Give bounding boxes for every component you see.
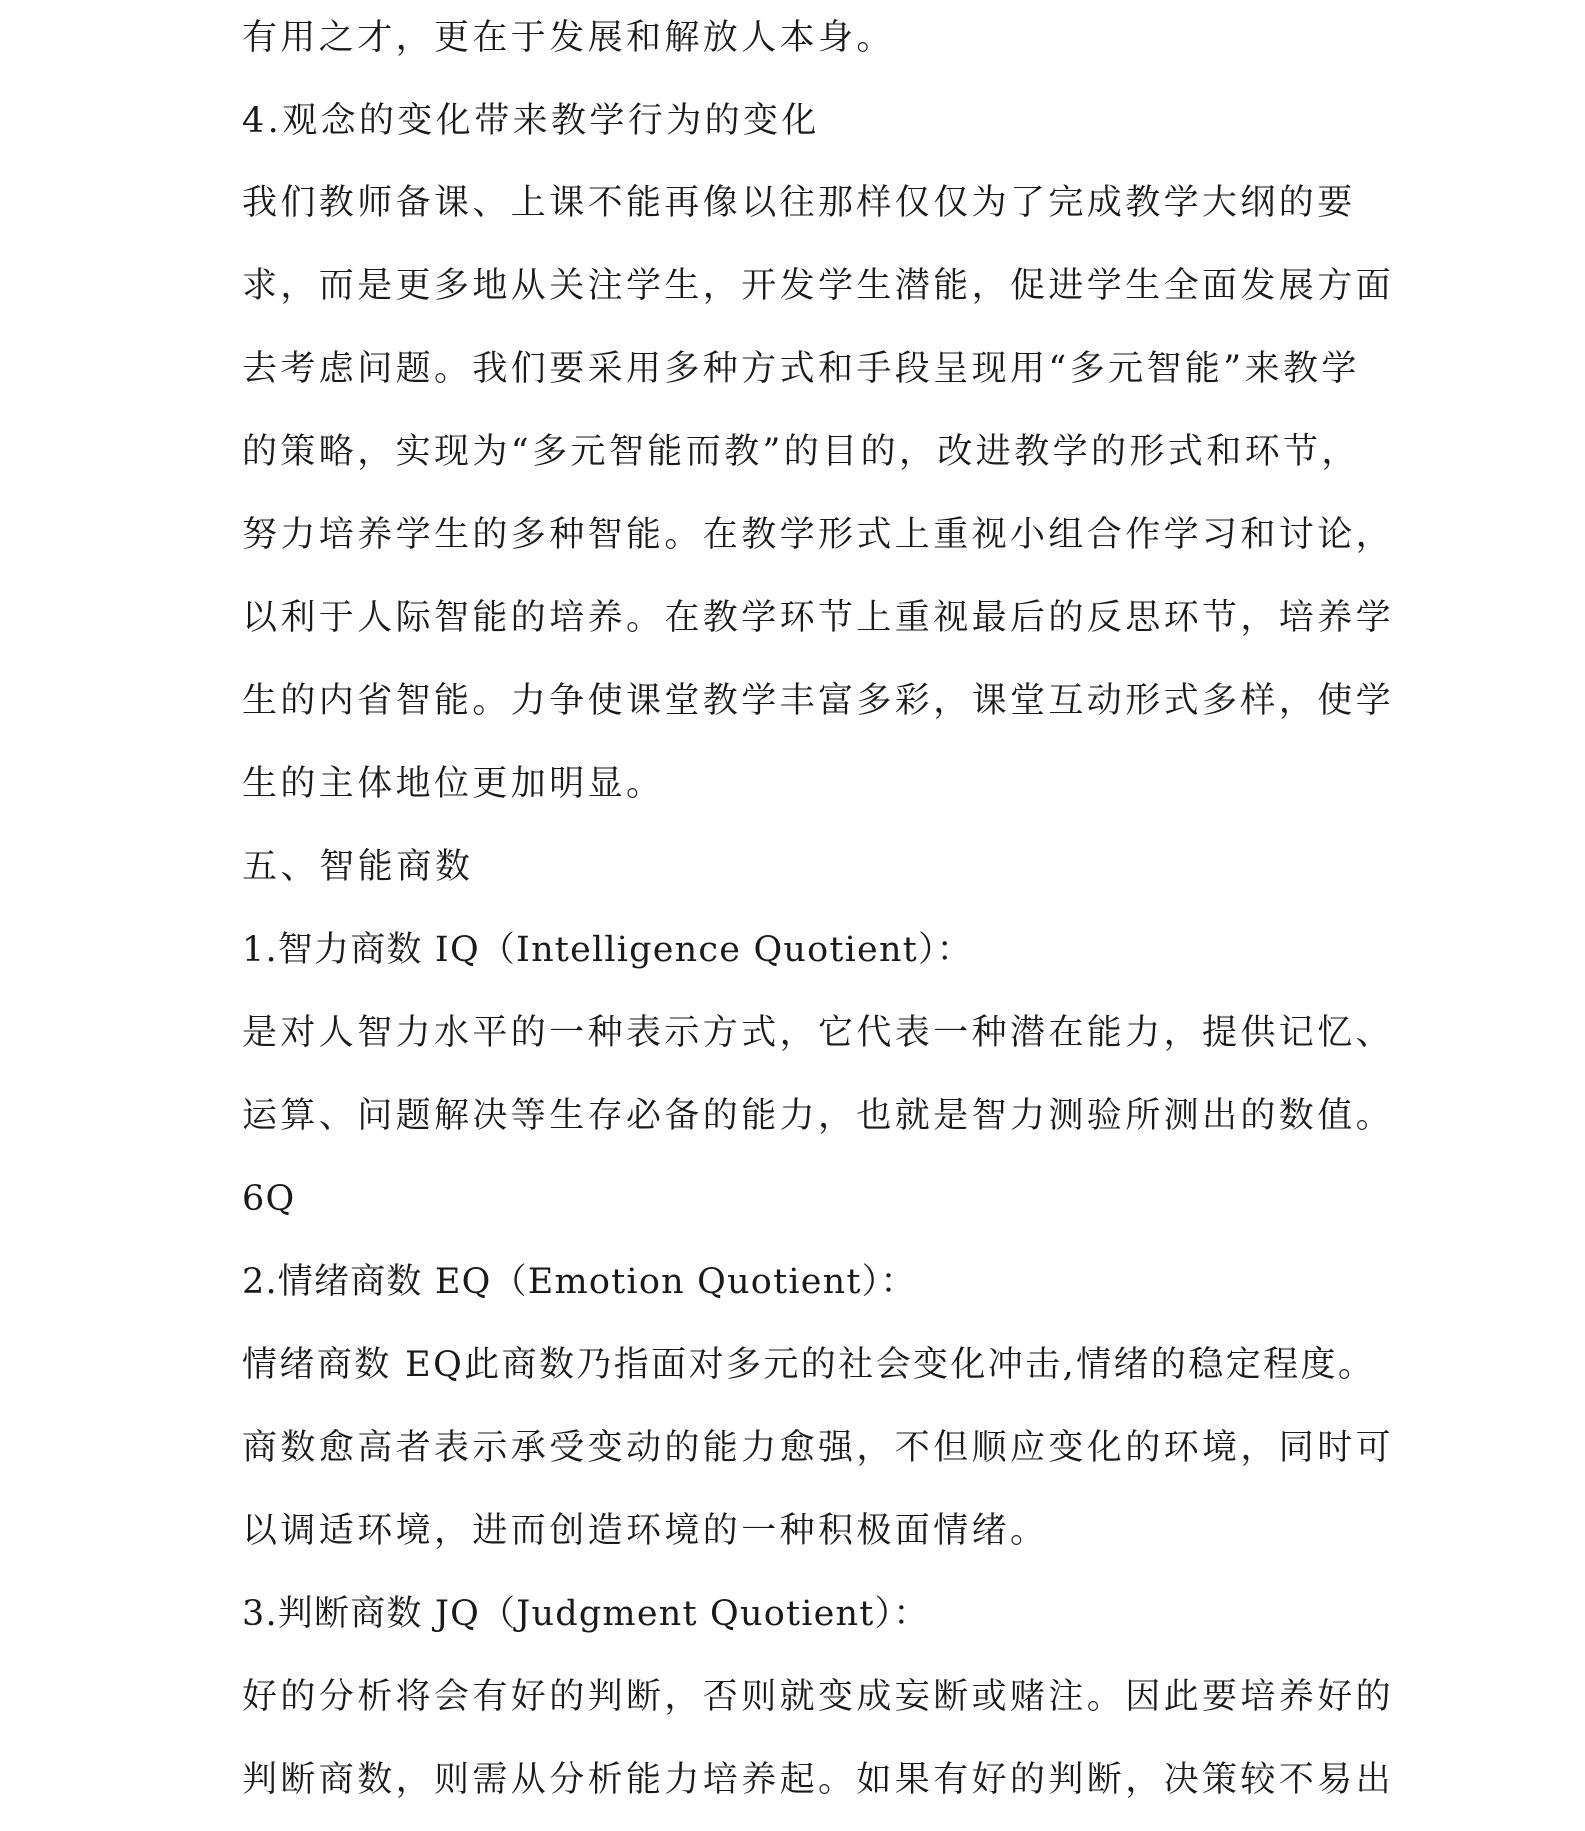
text-line: 6Q <box>242 1179 296 1219</box>
text-line: 情绪商数 EQ此商数乃指面对多元的社会变化冲击,情绪的稳定程度。 <box>242 1345 1376 1385</box>
text-line: 努力培养学生的多种智能。在教学形式上重视小组合作学习和讨论， <box>242 515 1395 555</box>
subheading: 1.智力商数 IQ（Intelligence Quotient）： <box>242 930 973 970</box>
subheading: 2.情绪商数 EQ（Emotion Quotient）： <box>242 1262 917 1302</box>
text-line: 好的分析将会有好的判断，否则就变成妄断或赌注。因此要培养好的 <box>242 1677 1395 1717</box>
text-line: 以利于人际智能的培养。在教学环节上重视最后的反思环节，培养学 <box>242 598 1395 638</box>
subheading: 3.判断商数 JQ（Judgment Quotient）： <box>242 1594 930 1634</box>
text-line: 运算、问题解决等生存必备的能力，也就是智力测验所测出的数值。 <box>242 1096 1395 1136</box>
section-heading: 五、智能商数 <box>242 847 474 887</box>
subheading: 4.观念的变化带来教学行为的变化 <box>242 101 820 141</box>
text-line: 我们教师备课、上课不能再像以往那样仅仅为了完成教学大纲的要 <box>242 183 1356 223</box>
text-line: 求，而是更多地从关注学生，开发学生潜能，促进学生全面发展方面 <box>242 266 1395 306</box>
text-line: 生的内省智能。力争使课堂教学丰富多彩，课堂互动形式多样，使学 <box>242 681 1395 721</box>
text-line: 是对人智力水平的一种表示方式，它代表一种潜在能力，提供记忆、 <box>242 1013 1395 1053</box>
text-line: 判断商数，则需从分析能力培养起。如果有好的判断，决策较不易出 <box>242 1760 1395 1800</box>
text-line: 有用之才，更在于发展和解放人本身。 <box>242 18 895 58</box>
text-line: 以调适环境，进而创造环境的一种积极面情绪。 <box>242 1511 1049 1551</box>
text-line: 的策略，实现为“多元智能而教”的目的，改进教学的形式和环节， <box>242 432 1360 472</box>
text-line: 生的主体地位更加明显。 <box>242 764 665 804</box>
text-line: 去考虑问题。我们要采用多种方式和手段呈现用“多元智能”来教学 <box>242 349 1360 389</box>
text-line: 商数愈高者表示承受变动的能力愈强，不但顺应变化的环境，同时可 <box>242 1428 1395 1468</box>
